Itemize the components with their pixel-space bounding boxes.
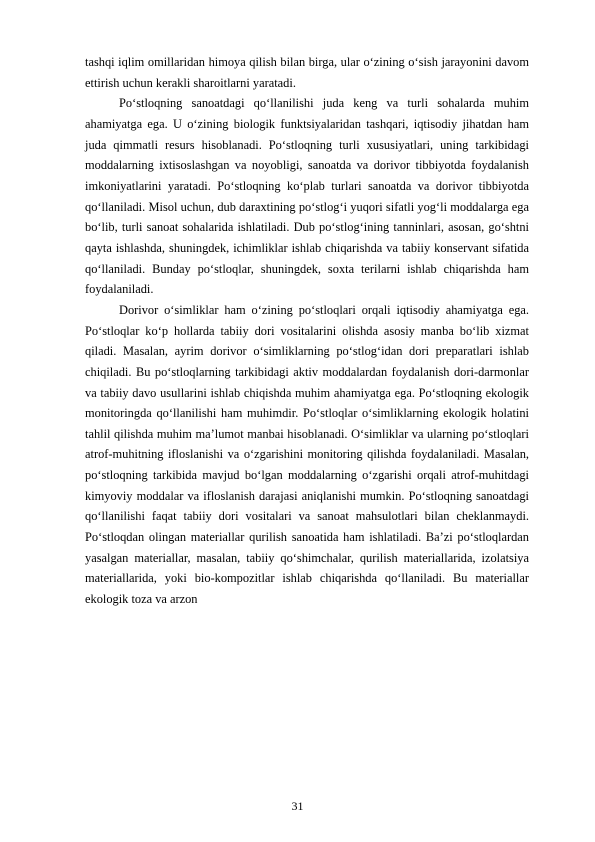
page-body — [85, 52, 529, 610]
page-number: 31 — [291, 799, 304, 813]
paragraph-3: Dorivor o‘simliklar ham o‘zining po‘stloqlari orqali iqtisodiy ahamiyatga ega. Po‘stloqlar ko‘p hollarda tabiiy dori vositalarini olishda asosiy manba bo‘lib xizmat qiladi. Masalan, ayrim dorivor o‘simliklarning po‘stlog‘idan dori preparatlari ishlab chiqiladi. Bu po‘stloqlarning tarkibidagi aktiv moddalardan foydalanish dori-darmonlar va tabiiy davo usullarini ishlab chiqishda muhim ahamiyatga ega. Po‘stloqning ekologik monitoringda qo‘llanilishi ham muhimdir. Po‘stloqlar o‘simliklarning ekologik holatini tahlil qilishda muhim ma’lumot manbai hisoblanadi. O‘simliklar va ularning po‘stloqlari atrof-muhitning ifloslanishi va o‘zgarishini monitoring qilishda foydalaniladi. Masalan, po‘stloqning tarkibida mavjud bo‘lgan moddalarning o‘zgarishi orqali atrof-muhitdagi kimyoviy moddalar va ifloslanish darajasi aniqlanishi mumkin. Po‘stloqning sanoatdagi qo‘llanilishi faqat tabiiy dori vositalari va sanoat mahsulotlari bilan cheklanmaydi. Po‘stloqdan olingan materiallar qurilish sanoatida ham ishlatiladi. Ba’zi po‘stloqlardan yasalgan materiallar, masalan, tabiiy qo‘shimchalar, qurilish materiallarida, izolatsiya materiallarida, yoki bio-kompozitlar ishlab chiqarishda qo‘llaniladi. Bu materiallar ekologik toza va arzon — [85, 302, 529, 607]
paragraph-1: tashqi iqlim omillaridan himoya qilish bilan birga, ular o‘zining o‘sish jarayonini davom ettirish uchun kerakli sharoitlarni yaratadi. — [85, 55, 529, 90]
paragraph-2: Po‘stloqning sanoatdagi qo‘llanilishi juda keng va turli sohalarda muhim ahamiyatga ega. U o‘zining biologik funktsiyalaridan tashqari, iqtisodiy jihatdan ham juda qimmatli resurs hisoblanadi. Po‘stloqning turli xususiyatlari, uning tarkibidagi moddalarning ixtisoslashgan va noyobligi, sanoatda va dorivor tibbiyotda foydalanish imkoniyatlarini yaratadi. Po‘stloqning ko‘plab turlari sanoatda va dorivor tibbiyotda qo‘llaniladi. Misol uchun, dub daraxtining po‘stlog‘i yuqori sifatli yog‘li moddalarga ega bo‘lib, turli sanoat sohalarida ishlatiladi. Dub po‘stlog‘ining tanninlari, asosan, go‘shtni qayta ishlashda, shuningdek, ichimliklar ishlab chiqarishda va tabiiy konservant sifatida qo‘llaniladi. Bunday po‘stloqlar, shuningdek, soxta terilarni ishlab chiqarishda ham foydalaniladi. — [85, 96, 529, 297]
